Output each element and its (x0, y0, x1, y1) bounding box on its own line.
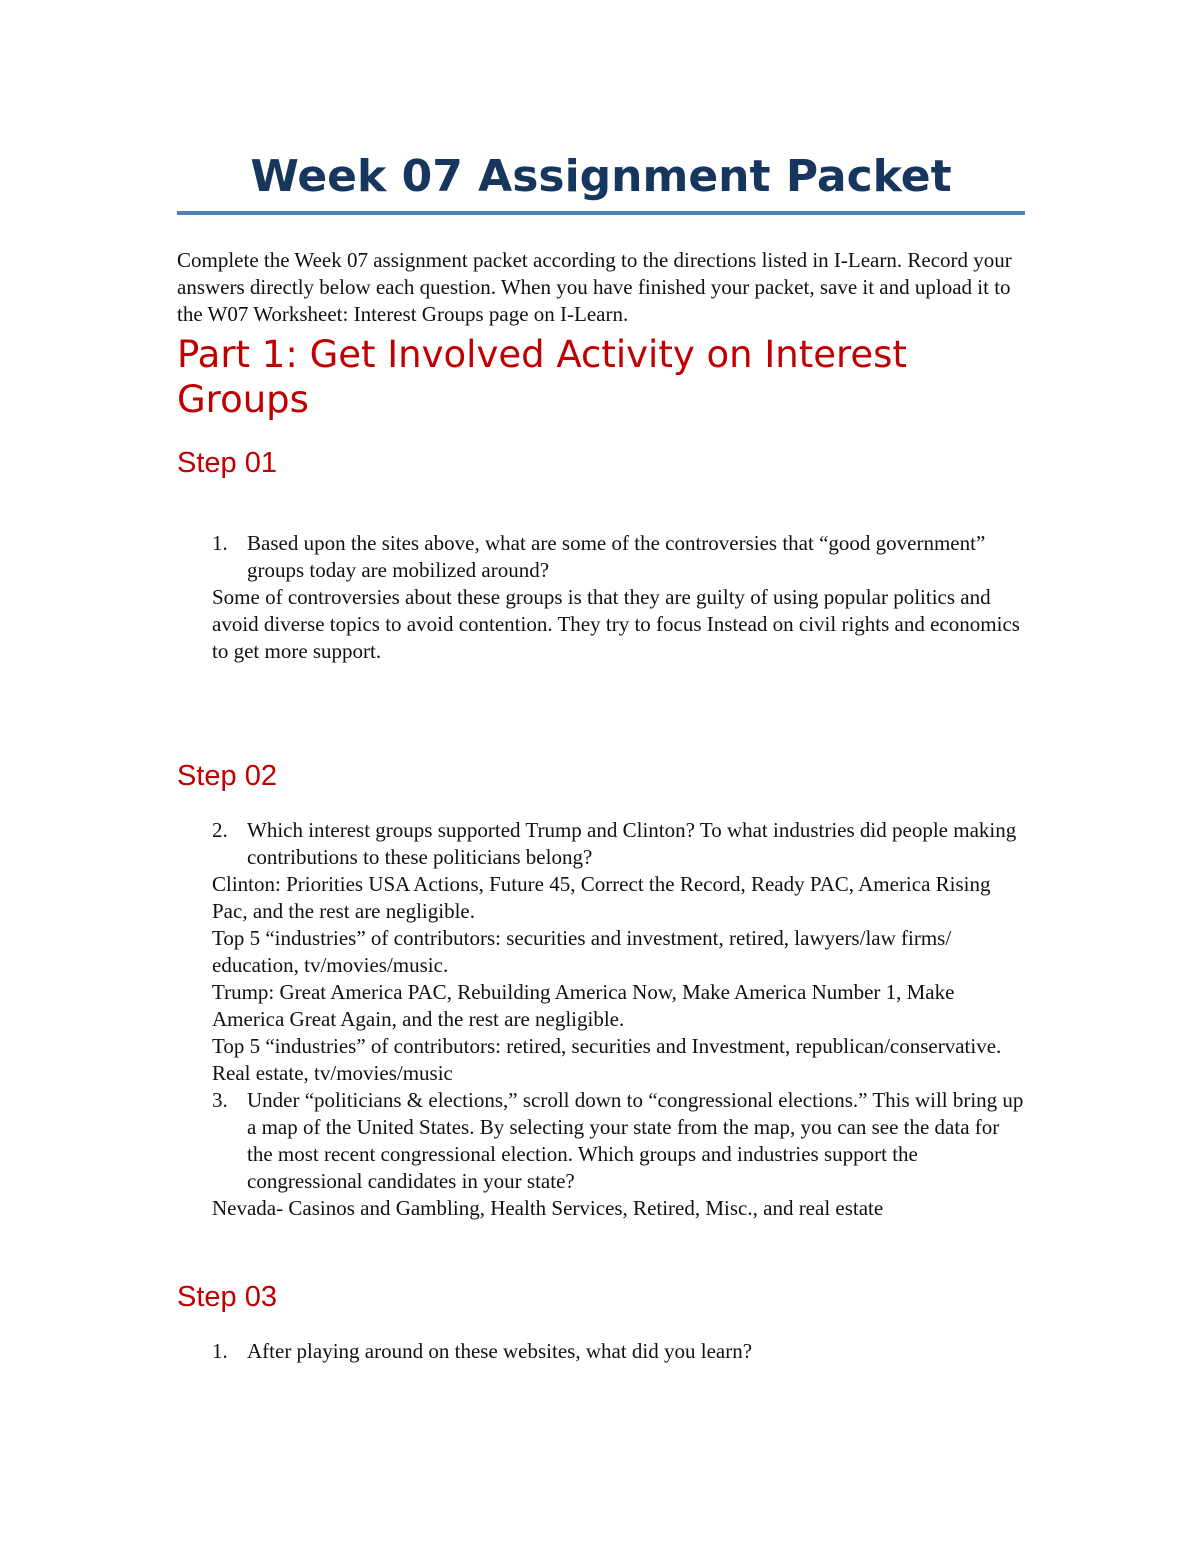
step2-question-list (177, 817, 1025, 871)
document-title: Week 07 Assignment Packet (250, 151, 952, 202)
step2-answer-trump-industries: Top 5 “industries” of contributors: retired, securities and Investment, republican/conservative. Real estate, tv/movies/music (212, 1034, 1002, 1085)
part1-heading: Part 1: Get Involved Activity on Interest Groups (177, 333, 907, 421)
step2-answer-clinton-industries: Top 5 “industries” of contributors: securities and investment, retired, lawyers/law firms/ education, tv/movies/music. (212, 926, 952, 977)
step1-answer-1: Some of controversies about these groups is that they are guilty of using popular politics and avoid diverse topics to avoid contention. They try to focus Instead on civil rights and economics to get more support. (212, 585, 1020, 663)
question-number: 1. (212, 1339, 228, 1363)
step1-question-1 (177, 530, 1025, 584)
question-number: 1. (212, 531, 228, 555)
intro-paragraph: Complete the Week 07 assignment packet according to the directions listed in I-Learn. Record your answers directly below each question. When you have finished your packet, save it and upload it to the W07 Worksheet: Interest Groups page on I-Learn. (177, 248, 1012, 326)
step3-heading: Step 03 (177, 1281, 277, 1313)
question-text: Which interest groups supported Trump and Clinton? To what industries did people making contributions to these politicians belong? (247, 818, 1017, 869)
document-body (177, 148, 1025, 1365)
step1-question-list (177, 530, 1025, 584)
step2-question-list-2 (177, 1087, 1025, 1195)
title-underline (177, 211, 1025, 215)
step3-question-list (177, 1338, 1025, 1365)
step3-question-1 (177, 1338, 1025, 1365)
step2-answer-trump: Trump: Great America PAC, Rebuilding America Now, Make America Number 1, Make America Great Again, and the rest are negligible. (212, 980, 955, 1031)
step1-heading: Step 01 (177, 447, 277, 479)
question-number: 3. (212, 1088, 228, 1112)
question-text: Under “politicians & elections,” scroll down to “congressional elections.” This will bring up a map of the United States. By selecting your state from the map, you can see the data for the most recent congressional election. Which groups and industries support the congressional candidates in your state? (247, 1088, 1024, 1193)
question-text: After playing around on these websites, what did you learn? (247, 1339, 753, 1363)
step2-question-3 (177, 1087, 1025, 1195)
question-number: 2. (212, 818, 228, 842)
step2-question-2 (177, 817, 1025, 871)
step2-answer-3: Nevada- Casinos and Gambling, Health Services, Retired, Misc., and real estate (212, 1196, 884, 1220)
question-text: Based upon the sites above, what are some of the controversies that “good government” groups today are mobilized around? (247, 531, 986, 582)
step2-heading: Step 02 (177, 760, 277, 792)
step2-answer-clinton: Clinton: Priorities USA Actions, Future 45, Correct the Record, Ready PAC, America Rising Pac, and the rest are negligible. (212, 872, 991, 923)
